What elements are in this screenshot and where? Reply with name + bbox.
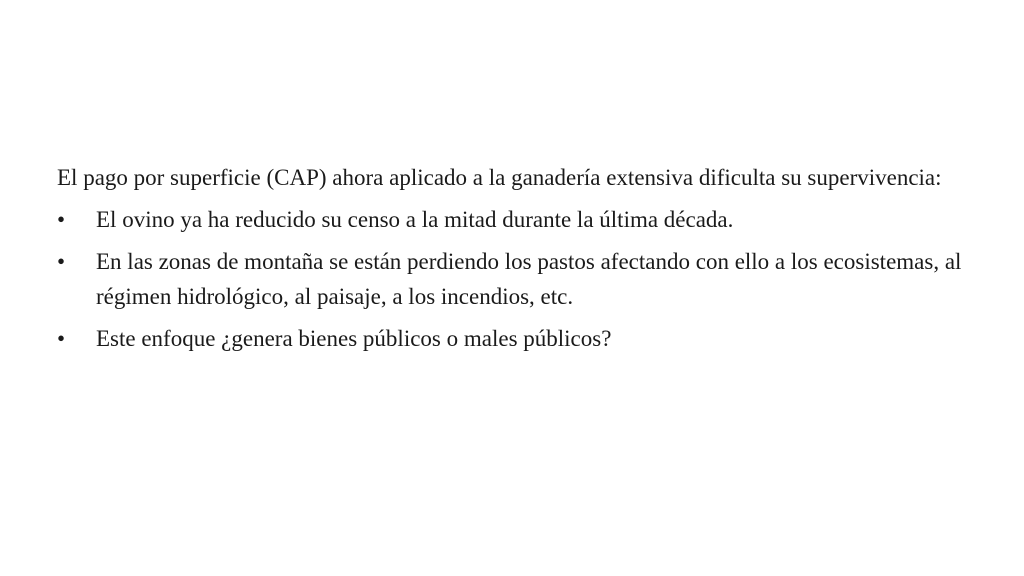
bullet-text: El ovino ya ha reducido su censo a la mitad durante la última década. xyxy=(96,207,734,232)
bullet-icon: • xyxy=(57,207,66,232)
bullet-text: En las zonas de montaña se están perdiendo los pastos afectando con ello a los ecosistemas, al régimen hidrológico, al paisaje, a los incendios, etc. xyxy=(96,249,962,309)
bullet-item-montana xyxy=(57,244,968,314)
bullet-item-ovino xyxy=(57,202,968,237)
bullet-list xyxy=(57,202,968,356)
intro-paragraph: El pago por superficie (CAP) ahora aplicado a la ganadería extensiva dificulta su supervivencia: xyxy=(57,165,942,190)
bullet-icon: • xyxy=(57,326,66,351)
bullet-icon: • xyxy=(57,249,66,274)
bullet-text: Este enfoque ¿genera bienes públicos o males públicos? xyxy=(96,326,612,351)
slide-body xyxy=(57,160,968,363)
bullet-item-enfoque xyxy=(57,321,968,356)
